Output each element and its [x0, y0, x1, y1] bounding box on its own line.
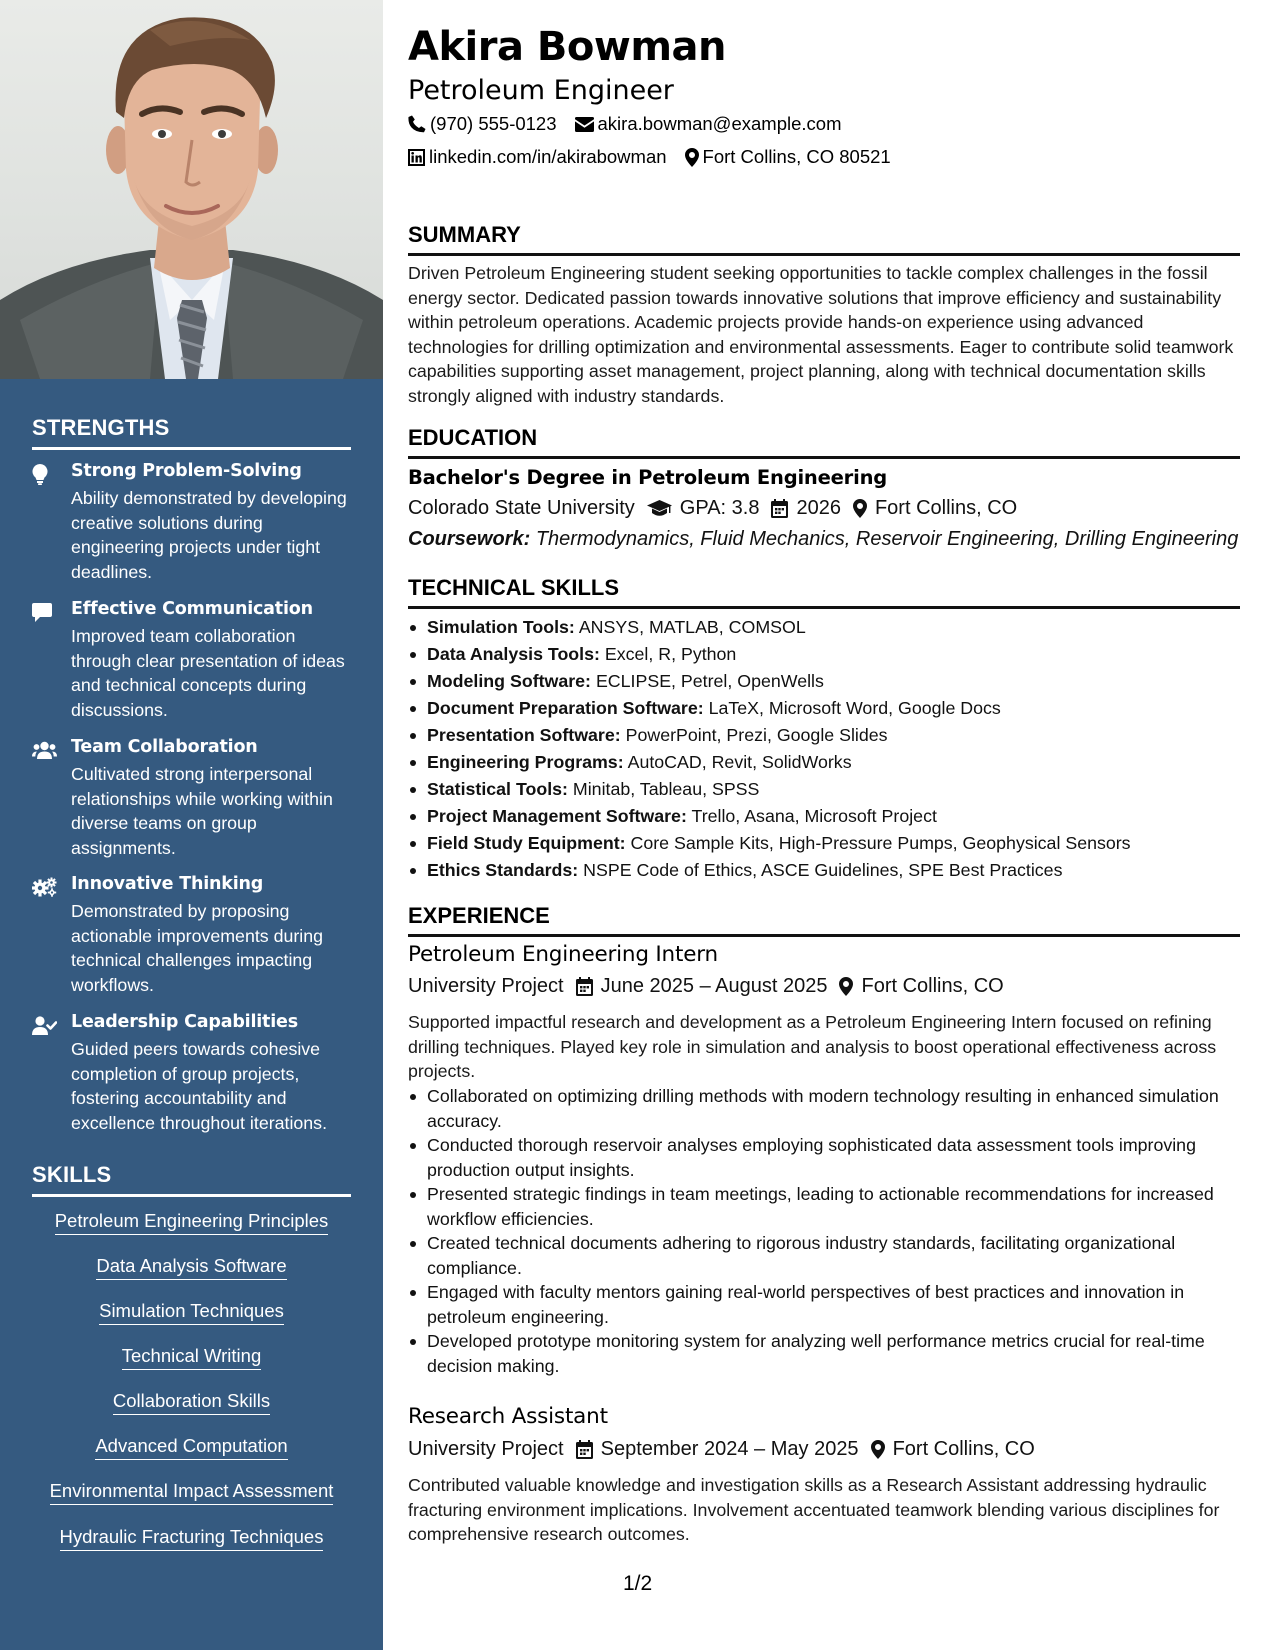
- skill-tag: Petroleum Engineering Principles: [32, 1210, 351, 1235]
- location-pin-icon: [685, 148, 699, 167]
- candidate-role: Petroleum Engineer: [408, 75, 674, 106]
- email-link[interactable]: akira.bowman@example.com: [597, 113, 842, 134]
- degree-title: Bachelor's Degree in Petroleum Engineering: [408, 466, 888, 489]
- strength-title: Leadership Capabilities: [71, 1012, 298, 1032]
- job-title: Petroleum Engineering Intern: [408, 942, 718, 967]
- job-meta: [408, 975, 1004, 998]
- calendar-icon: [771, 499, 788, 518]
- linkedin-icon: [408, 149, 425, 166]
- gears-icon: [32, 876, 58, 898]
- education-meta: [408, 497, 1017, 520]
- coursework-line: [408, 528, 1238, 551]
- contact-row-2: [408, 146, 891, 168]
- job-dates: June 2025 – August 2025: [600, 975, 828, 997]
- users-icon: [32, 739, 58, 761]
- strength-title: Effective Communication: [71, 599, 313, 619]
- coursework-list: Thermodynamics, Fluid Mechanics, Reservoir Engineering, Drilling Engineering: [535, 528, 1239, 550]
- skill-tag: Advanced Computation: [32, 1435, 351, 1460]
- location-pin-icon: [839, 977, 853, 996]
- coursework-label: Coursework:: [408, 528, 531, 550]
- job-bullet: Developed prototype monitoring system for analyzing well performance metrics crucial for real-time decision making.: [408, 1329, 1240, 1378]
- strength-description: Ability demonstrated by developing creative solutions during engineering projects under tight deadlines.: [71, 488, 347, 582]
- strength-description: Cultivated strong interpersonal relationships while working within diverse teams on group assignments.: [71, 764, 333, 858]
- speech-bubble-icon: [32, 601, 58, 623]
- strength-title: Team Collaboration: [71, 737, 258, 757]
- technical-skill-item: Statistical Tools: Minitab, Tableau, SPSS: [408, 776, 1240, 803]
- skill-tag: Environmental Impact Assessment: [32, 1480, 351, 1505]
- job-meta: [408, 1438, 1035, 1461]
- contact-row-1: [408, 113, 841, 135]
- gpa-value: GPA: 3.8: [679, 497, 760, 519]
- candidate-name: Akira Bowman: [408, 24, 726, 70]
- envelope-icon: [575, 117, 594, 132]
- summary-heading: SUMMARY: [408, 222, 1240, 256]
- technical-skill-item: Engineering Programs: AutoCAD, Revit, SolidWorks: [408, 749, 1240, 776]
- strength-description: Guided peers towards cohesive completion of group projects, fostering accountability and excellence throughout iterations.: [71, 1039, 328, 1133]
- phone-icon: [408, 115, 426, 133]
- technical-skill-item: Document Preparation Software: LaTeX, Microsoft Word, Google Docs: [408, 695, 1240, 722]
- school-location: Fort Collins, CO: [874, 497, 1018, 519]
- technical-skill-item: Ethics Standards: NSPE Code of Ethics, ASCE Guidelines, SPE Best Practices: [408, 857, 1240, 884]
- job-location: Fort Collins, CO: [892, 1438, 1035, 1460]
- calendar-icon: [576, 977, 593, 996]
- summary-text: Driven Petroleum Engineering student seeking opportunities to tackle complex challenges in the fossil energy sector. Dedicated passion towards innovative solutions that improve efficiency and sustainability within petroleum operations. Academic projects provide hands-on experience using advanced technologies for drilling optimization and environmental assessments. Eager to contribute solid teamwork capabilities supporting asset management, project planning, along with technical documentation skills strongly aligned with industry standards.: [408, 263, 1234, 406]
- job-bullet: Collaborated on optimizing drilling methods with modern technology resulting in enhanced simulation accuracy.: [408, 1084, 1240, 1133]
- technical-skill-item: Presentation Software: PowerPoint, Prezi, Google Slides: [408, 722, 1240, 749]
- graduation-year: 2026: [796, 497, 841, 519]
- job-bullets: [408, 1084, 1240, 1378]
- job-organization: University Project: [408, 1438, 564, 1460]
- strength-title: Strong Problem-Solving: [71, 461, 302, 481]
- technical-skill-item: Field Study Equipment: Core Sample Kits, High-Pressure Pumps, Geophysical Sensors: [408, 830, 1240, 857]
- job-bullet: Presented strategic findings in team meetings, leading to actionable recommendations for increased workflow efficiencies.: [408, 1182, 1240, 1231]
- skill-tag: Hydraulic Fracturing Techniques: [32, 1526, 351, 1551]
- user-check-icon: [32, 1014, 58, 1036]
- location-text: Fort Collins, CO 80521: [702, 146, 891, 167]
- lightbulb-icon: [32, 463, 58, 485]
- location-pin-icon: [871, 1440, 885, 1459]
- job-summary: Contributed valuable knowledge and investigation skills as a Research Assistant addressing hydraulic fracturing environment implications. Involvement accentuated teamwork blending various disciplines for comprehensive research outcomes.: [408, 1475, 1220, 1544]
- skill-tag: Technical Writing: [32, 1345, 351, 1370]
- technical-skills-heading: TECHNICAL SKILLS: [408, 575, 1240, 609]
- job-title: Research Assistant: [408, 1404, 608, 1429]
- technical-skill-item: Project Management Software: Trello, Asana, Microsoft Project: [408, 803, 1240, 830]
- linkedin-link[interactable]: linkedin.com/in/akirabowman: [429, 146, 667, 167]
- job-dates: September 2024 – May 2025: [600, 1438, 859, 1460]
- skill-tag: Simulation Techniques: [32, 1300, 351, 1325]
- skill-tag: Collaboration Skills: [32, 1390, 351, 1415]
- phone-number: (970) 555-0123: [430, 113, 557, 134]
- strength-title: Innovative Thinking: [71, 874, 264, 894]
- experience-heading: EXPERIENCE: [408, 903, 1240, 937]
- skills-heading: SKILLS: [32, 1162, 351, 1197]
- education-heading: EDUCATION: [408, 425, 1240, 459]
- technical-skills-list: [408, 614, 1240, 884]
- graduation-cap-icon: [647, 500, 672, 517]
- technical-skill-item: Simulation Tools: ANSYS, MATLAB, COMSOL: [408, 614, 1240, 641]
- skill-tag: Data Analysis Software: [32, 1255, 351, 1280]
- calendar-icon: [576, 1440, 593, 1459]
- job-bullet: Engaged with faculty mentors gaining real-world perspectives of best practices and innovation in petroleum engineering.: [408, 1280, 1240, 1329]
- job-organization: University Project: [408, 975, 564, 997]
- job-location: Fort Collins, CO: [861, 975, 1004, 997]
- strength-description: Demonstrated by proposing actionable improvements during technical challenges impacting workflows.: [71, 901, 324, 995]
- job-summary: Supported impactful research and development as a Petroleum Engineering Intern focused on refining drilling techniques. Played key role in simulation and analysis to boost operational effectiveness across projects.: [408, 1012, 1217, 1081]
- job-bullet: Created technical documents adhering to rigorous industry standards, facilitating organizational compliance.: [408, 1231, 1240, 1280]
- strength-description: Improved team collaboration through clear presentation of ideas and technical concepts during discussions.: [71, 626, 345, 720]
- portrait-illustration: [0, 0, 383, 379]
- technical-skill-item: Data Analysis Tools: Excel, R, Python: [408, 641, 1240, 668]
- job-bullet: Conducted thorough reservoir analyses employing sophisticated data assessment tools improving production output insights.: [408, 1133, 1240, 1182]
- technical-skill-item: Modeling Software: ECLIPSE, Petrel, OpenWells: [408, 668, 1240, 695]
- profile-photo: [0, 0, 383, 379]
- location-pin-icon: [853, 499, 867, 518]
- page-number: 1/2: [623, 1572, 653, 1595]
- sidebar: [0, 0, 383, 1650]
- school-name: Colorado State University: [408, 497, 635, 519]
- strengths-heading: STRENGTHS: [32, 415, 351, 450]
